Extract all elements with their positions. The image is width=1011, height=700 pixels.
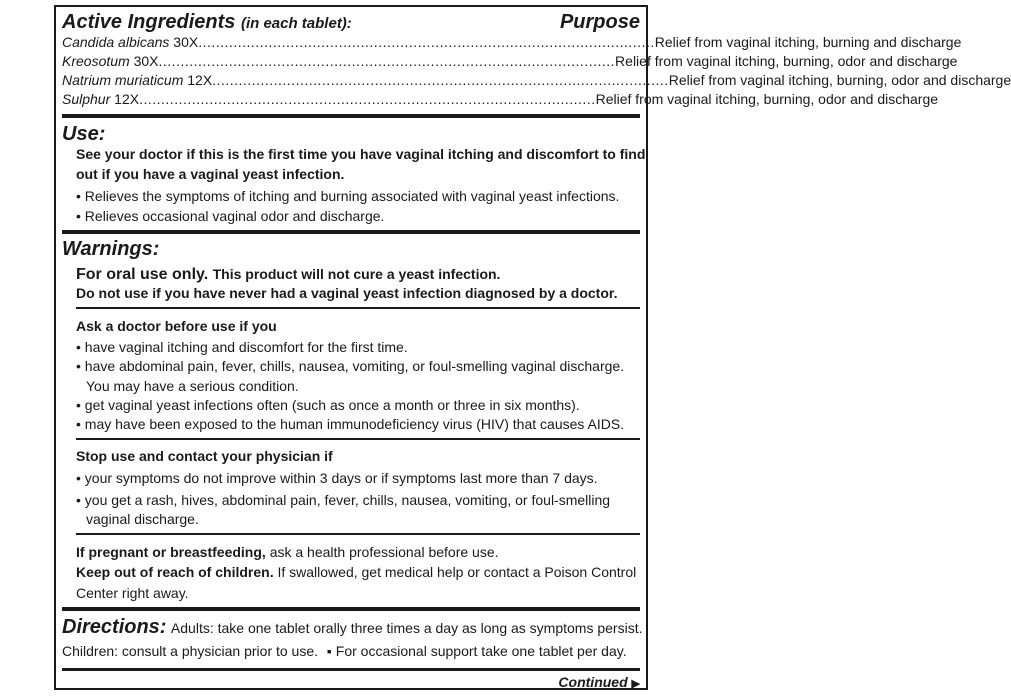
use-intro-line: out if you have a vaginal yeast infection. (76, 166, 345, 182)
keep-out-rest: If swallowed, get medical help or contact a Poison Control (277, 564, 637, 580)
ask-doctor-item: • get vaginal yeast infections often (such as once a month or three in six months). (76, 397, 580, 414)
active-ingredients-title: Active Ingredients (62, 11, 236, 33)
ask-doctor-item-continued: You may have a serious condition. (86, 378, 299, 394)
subsection-divider (76, 438, 640, 440)
ingredient-row (62, 91, 939, 108)
active-ingredients-subtitle: (in each tablet): (240, 15, 352, 32)
ask-doctor-item: • may have been exposed to the human immunodeficiency virus (HIV) that causes AIDS. (76, 416, 624, 433)
use-bullet: • Relieves occasional vaginal odor and discharge. (76, 208, 384, 225)
pregnant-line (76, 544, 499, 561)
keep-out-bold: Keep out of reach of children. (76, 564, 274, 580)
stop-use-item: • your symptoms do not improve within 3 days or if symptoms last more than 7 days. (76, 470, 598, 487)
drug-facts-content (62, 7, 1011, 690)
leader-dots: ........................................................................................................ (198, 34, 655, 50)
warnings-heading: Warnings: (62, 238, 160, 260)
ingredient-purpose: Relief from vaginal itching, burning, odor and discharge (668, 72, 1011, 88)
square-bullet-icon: ▪ (326, 643, 332, 659)
oral-use-rest: This product will not cure a yeast infection. (212, 266, 501, 282)
leader-dots: ........................................................................................................ (139, 91, 596, 107)
arrow-right-icon: ▶ (631, 678, 640, 690)
keep-out-line-continued: Center right away. (76, 585, 189, 601)
ingredient-name: Candida albicans (62, 34, 170, 50)
continued-label (558, 674, 640, 693)
subsection-divider (76, 533, 640, 535)
ingredient-potency: 30X (173, 34, 199, 50)
continued-text: Continued (558, 674, 628, 690)
ask-doctor-heading: Ask a doctor before use if you (76, 318, 277, 334)
directions-children: Children: consult a physician prior to use. (62, 643, 319, 659)
subsection-divider (76, 307, 640, 309)
use-intro-line: See your doctor if this is the first time you have vaginal itching and discomfort to find (76, 146, 646, 162)
ingredient-row (62, 72, 1011, 89)
section-divider (62, 114, 640, 118)
directions-line-2 (62, 643, 627, 660)
section-divider (62, 230, 640, 234)
leader-dots: ........................................................................................................ (212, 72, 669, 88)
ask-doctor-item: • have vaginal itching and discomfort for the first time. (76, 339, 408, 356)
ingredient-potency: 30X (133, 53, 159, 69)
leader-dots: ........................................................................................................ (158, 53, 616, 69)
ingredient-potency: 12X (114, 91, 140, 107)
ingredient-purpose: Relief from vaginal itching, burning, odor and discharge (595, 91, 939, 107)
do-not-use-line: Do not use if you have never had a vaginal yeast infection diagnosed by a doctor. (76, 285, 618, 301)
drug-facts-panel (54, 5, 1011, 690)
use-bullet: • Relieves the symptoms of itching and burning associated with vaginal yeast infections. (76, 188, 619, 205)
ingredient-purpose: Relief from vaginal itching, burning and discharge (654, 34, 962, 50)
directions-heading: Directions: (62, 616, 167, 638)
section-divider (62, 607, 640, 611)
ingredient-name: Natrium muriaticum (62, 72, 184, 88)
directions-occasional: For occasional support take one tablet per day. (335, 643, 627, 659)
ask-doctor-item: • have abdominal pain, fever, chills, nausea, vomiting, or foul-smelling vaginal discharge. (76, 358, 624, 375)
directions-line (62, 617, 642, 639)
oral-use-bold: For oral use only. (76, 266, 209, 283)
pregnant-bold: If pregnant or breastfeeding, (76, 544, 266, 560)
directions-adults: Adults: take one tablet orally three times a day as long as symptoms persist. (170, 620, 643, 636)
ingredient-purpose: Relief from vaginal itching, burning, odor and discharge (615, 53, 958, 69)
stop-use-heading: Stop use and contact your physician if (76, 448, 333, 464)
stop-use-item: • you get a rash, hives, abdominal pain, fever, chills, nausea, vomiting, or foul-smelling (76, 492, 610, 509)
ingredient-row (62, 53, 958, 70)
keep-out-line (76, 564, 636, 581)
active-ingredients-heading (62, 12, 352, 34)
pregnant-rest: ask a health professional before use. (269, 544, 499, 560)
use-heading: Use: (62, 123, 106, 145)
ingredient-potency: 12X (187, 72, 213, 88)
stop-use-item-continued: vaginal discharge. (86, 511, 199, 527)
section-divider (62, 668, 640, 671)
ingredient-name: Kreosotum (62, 53, 130, 69)
ingredient-row (62, 34, 962, 51)
ingredient-name: Sulphur (62, 91, 111, 107)
oral-use-line (76, 264, 500, 285)
purpose-heading: Purpose (559, 11, 640, 33)
